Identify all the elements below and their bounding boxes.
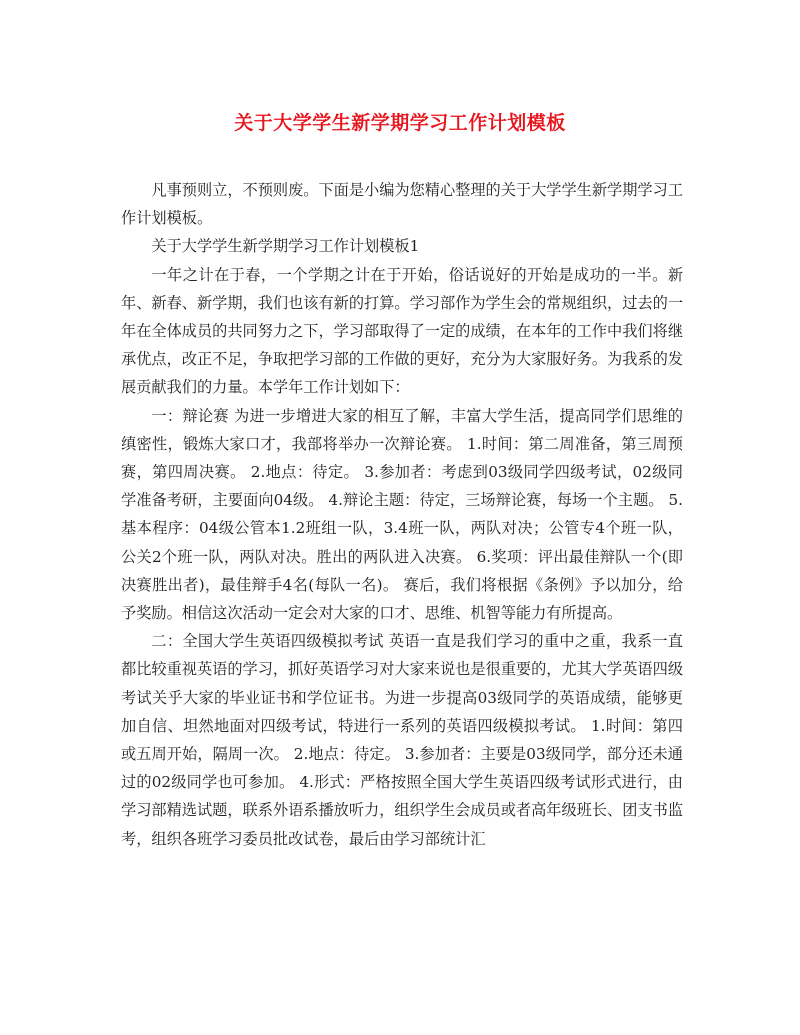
document-body — [121, 176, 683, 853]
intro-paragraph: 凡事预则立，不预则废。下面是小编为您精心整理的关于大学学生新学期学习工作计划模板。 — [121, 181, 683, 228]
body-paragraph: 一：辩论赛 为进一步增进大家的相互了解，丰富大学生活，提高同学们思维的缜密性，锻炼大家口才，我部将举办一次辩论赛。 1.时间：第二周准备，第三周预赛，第四周决赛。 2.地点：待定。 3.参加者：考虑到03级同学四级考试，02级同学准备考研，主要面向04级。 4.辩论主题：待定，三场辩论赛，每场一个主题。 5.基本程序：04级公管本1.2班组一队，3.4班一队，两队对决；公管专4个班一队，公关2个班一队，两队对决。胜出的两队进入决赛。 6.奖项：评出最佳辩队一个(即决赛胜出者)，最佳辩手4名(每队一名)。 赛后，我们将根据《条例》予以加分，给予奖励。相信这次活动一定会对大家的口才、思维、机智等能力有所提高。 — [121, 406, 683, 623]
document-title: 关于大学学生新学期学习工作计划模板 — [234, 112, 566, 134]
body-paragraph: 一年之计在于春，一个学期之计在于开始，俗话说好的开始是成功的一半。新年、新春、新学期，我们也该有新的打算。学习部作为学生会的常规组织，过去的一年在全体成员的共同努力之下，学习部取得了一定的成绩，在本年的工作中我们将继承优点，改正不足，争取把学习部的工作做的更好，充分为大家服好务。为我系的发展贡献我们的力量。本学年工作计划如下： — [121, 265, 683, 397]
body-paragraph: 二：全国大学生英语四级模拟考试 英语一直是我们学习的重中之重，我系一直都比较重视英语的学习，抓好英语学习对大家来说也是很重要的，尤其大学英语四级考试关乎大家的毕业证书和学位证书。为进一步提高03级同学的英语成绩，能够更加自信、坦然地面对四级考试，特进行一系列的英语四级模拟考试。 1.时间：第四或五周开始，隔周一次。 2.地点：待定。 3.参加者：主要是03级同学，部分还未通过的02级同学也可参加。 4.形式：严格按照全国大学生英语四级考试形式进行，由学习部精选试题，联系外语系播放听力，组织学生会成员或者高年级班长、团支书监考，组织各班学习委员批改试卷，最后由学习部统计汇 — [121, 632, 683, 848]
section-heading: 关于大学学生新学期学习工作计划模板1 — [151, 237, 420, 256]
